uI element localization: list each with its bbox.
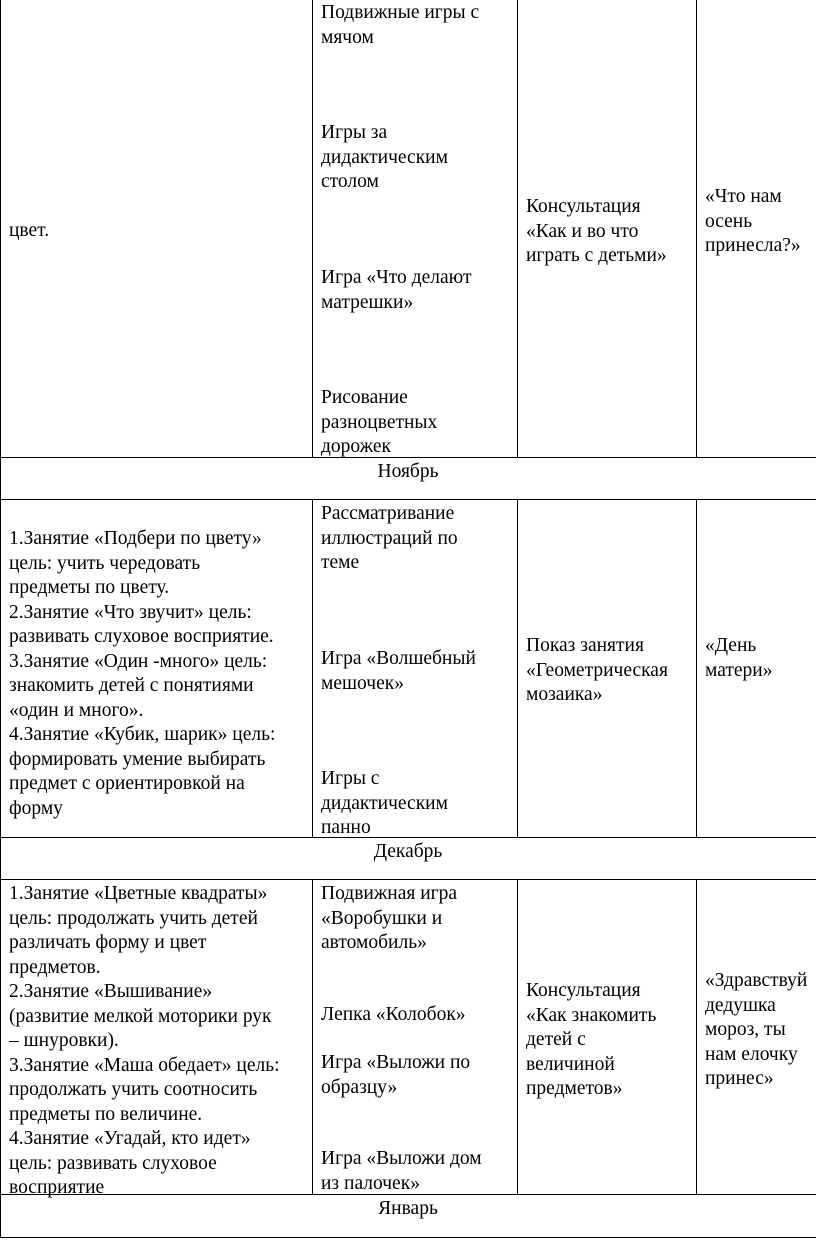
november-lessons: 1.Занятие «Подбери по цвету» цель: учить чередовать предметы по цвету. 2.Занятие «Что звучит» цель: развивать слуховое восприятие. 3.Занятие «Один -много» цель: знакомить детей с понятиями «один и много». 4.Занятие «Кубик, шарик» цель: формировать умение выбирать предмет с ориентировкой на форму — [9, 528, 276, 819]
november-parents-work: Показ занятия «Геометрическая мозаика» — [526, 635, 668, 705]
column-divider — [696, 879, 697, 1194]
october-parents-work: Консультация «Как и во что играть с детьми» — [526, 196, 667, 266]
table-border-left — [0, 0, 1, 1238]
column-divider — [696, 499, 697, 837]
december-activity-1: Подвижная игра «Воробушки и автомобиль» — [321, 883, 458, 953]
october-holiday: «Что нам осень принесла?» — [705, 186, 801, 256]
october-activity-4: Рисование разноцветных дорожек — [321, 387, 438, 457]
november-holiday: «День матери» — [705, 635, 773, 681]
november-activity-3: Игры с дидактическим панно — [321, 768, 448, 838]
column-divider — [517, 879, 518, 1194]
october-col1-text: цвет. — [9, 220, 50, 241]
column-divider — [312, 879, 313, 1194]
october-activity-1: Подвижные игры с мячом — [321, 2, 480, 48]
december-activity-2: Лепка «Колобок» — [321, 1004, 466, 1025]
row-divider — [0, 1237, 816, 1238]
month-header-january: Январь — [378, 1198, 438, 1219]
december-activity-3: Игра «Выложи по образцу» — [321, 1052, 471, 1098]
column-divider — [517, 0, 518, 457]
december-holiday: «Здравствуй дедушка мороз, ты нам елочку принес» — [705, 970, 808, 1089]
row-divider — [0, 879, 816, 880]
month-header-december: Декабрь — [373, 841, 443, 862]
december-lessons: 1.Занятие «Цветные квадраты» цель: продолжать учить детей различать форму и цвет предметов. 2.Занятие «Вышивание» (развитие мелкой моторики рук – шнуровки). 3.Занятие «Маша обедает» цель: продолжать учить соотносить предметы по величине. 4.Занятие «Угадай, кто идет» цель: развивать слуховое восприятие — [9, 883, 280, 1198]
column-divider — [696, 0, 697, 457]
column-divider — [312, 0, 313, 457]
november-activity-1: Рассматривание иллюстраций по теме — [321, 503, 458, 573]
november-activity-2: Игра «Волшебный мешочек» — [321, 648, 476, 694]
row-divider — [0, 499, 816, 500]
december-parents-work: Консультация «Как знакомить детей с величиной предметов» — [526, 980, 657, 1099]
october-activity-3: Игра «Что делают матрешки» — [321, 267, 472, 313]
october-activity-2: Игры за дидактическим столом — [321, 122, 448, 192]
month-header-november: Ноябрь — [377, 461, 439, 482]
column-divider — [517, 499, 518, 837]
column-divider — [312, 499, 313, 837]
december-activity-4: Игра «Выложи дом из палочек» — [321, 1148, 482, 1194]
